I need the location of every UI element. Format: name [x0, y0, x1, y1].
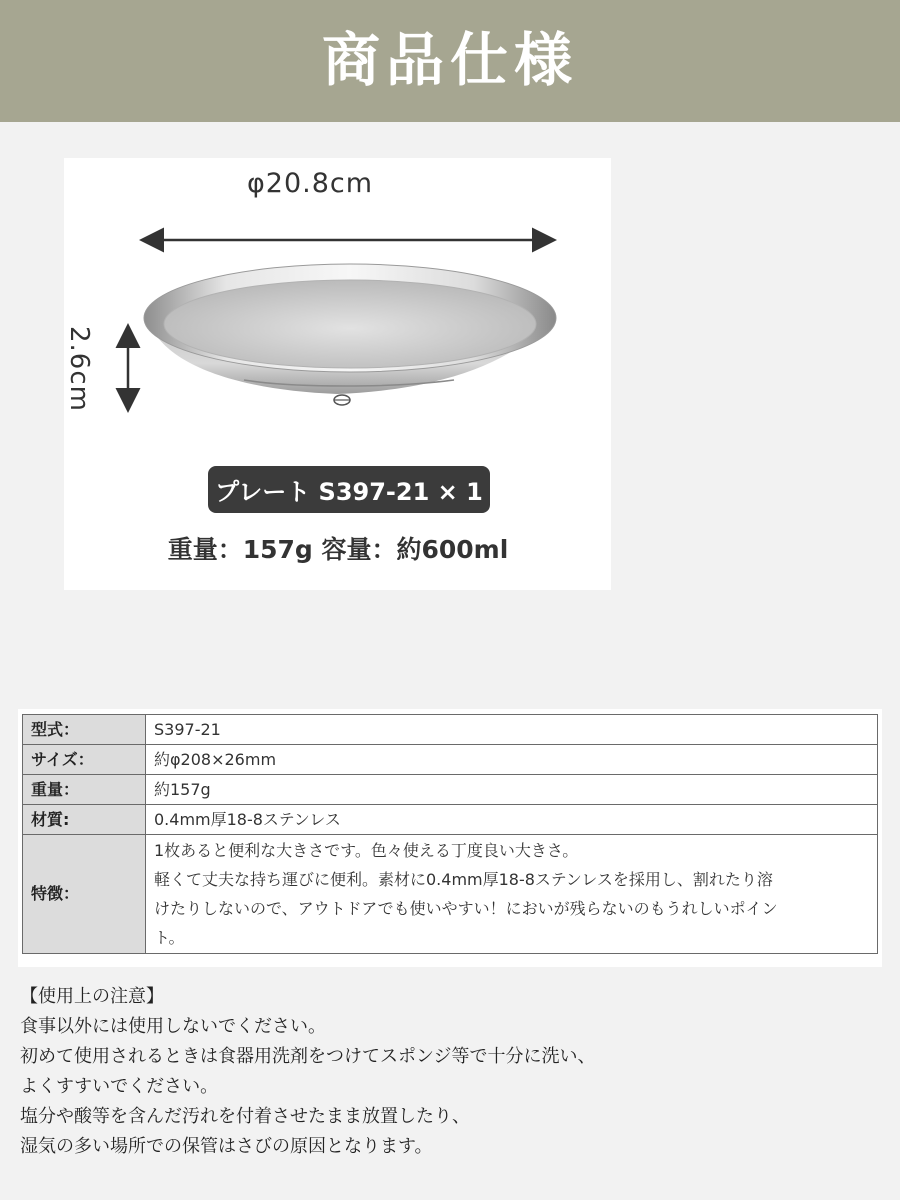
note-line: 食事以外には使用しないでください。	[20, 1016, 326, 1037]
spec-table	[22, 714, 878, 954]
spec-key-size: サイズ：	[23, 745, 146, 775]
table-row	[23, 775, 878, 805]
logo-mark	[334, 395, 350, 405]
page-title: 商品仕様	[321, 26, 578, 94]
notes-heading: 【使用上の注意】	[20, 986, 164, 1007]
note-line: 湿気の多い場所での保管はさびの原因となります。	[20, 1136, 433, 1157]
spec-key-material: 材質:	[23, 805, 146, 835]
spec-table-container	[18, 709, 882, 967]
spec-key-model: 型式：	[23, 715, 146, 745]
note-line: 塩分や酸等を含んだ汚れを付着させたまま放置したり、	[20, 1106, 470, 1127]
table-row	[23, 835, 878, 954]
feature-line: 1枚あると便利な大きさです。色々使える丁度良い大きさ。	[154, 841, 579, 860]
weight-capacity: 重量：157g 容量：約600ml	[167, 535, 509, 564]
spec-value-weight: 約157g	[146, 775, 878, 805]
spec-value-material: 0.4mm厚18-8ステンレス	[146, 805, 878, 835]
table-row	[23, 745, 878, 775]
diameter-label: φ20.8cm	[246, 168, 374, 199]
spec-value-features	[146, 835, 878, 954]
spec-value-model: S397-21	[146, 715, 878, 745]
table-row	[23, 715, 878, 745]
header-banner	[0, 0, 900, 122]
product-image	[64, 158, 611, 590]
spec-key-weight: 重量：	[23, 775, 146, 805]
spec-key-features: 特徴：	[23, 835, 146, 954]
plate-well	[164, 280, 536, 368]
feature-line: けたりしないので、アウトドアでも使いやすい！においが残らないのもうれしいポイン	[154, 899, 778, 918]
note-line: よくすすいでください。	[20, 1076, 219, 1097]
feature-line: 軽くて丈夫な持ち運びに便利。素材に0.4mm厚18-8ステンレスを採用し、割れたり溶	[154, 870, 773, 889]
model-badge: プレート S397-21 × 1	[208, 466, 490, 513]
spec-value-size: 約φ208×26mm	[146, 745, 878, 775]
plate-illustration	[64, 158, 611, 590]
height-label: 2.6cm	[64, 326, 94, 412]
usage-notes	[20, 982, 880, 1162]
table-row	[23, 805, 878, 835]
feature-line: ト。	[154, 928, 185, 947]
note-line: 初めて使用されるときは食器用洗剤をつけてスポンジ等で十分に洗い、	[20, 1046, 596, 1067]
